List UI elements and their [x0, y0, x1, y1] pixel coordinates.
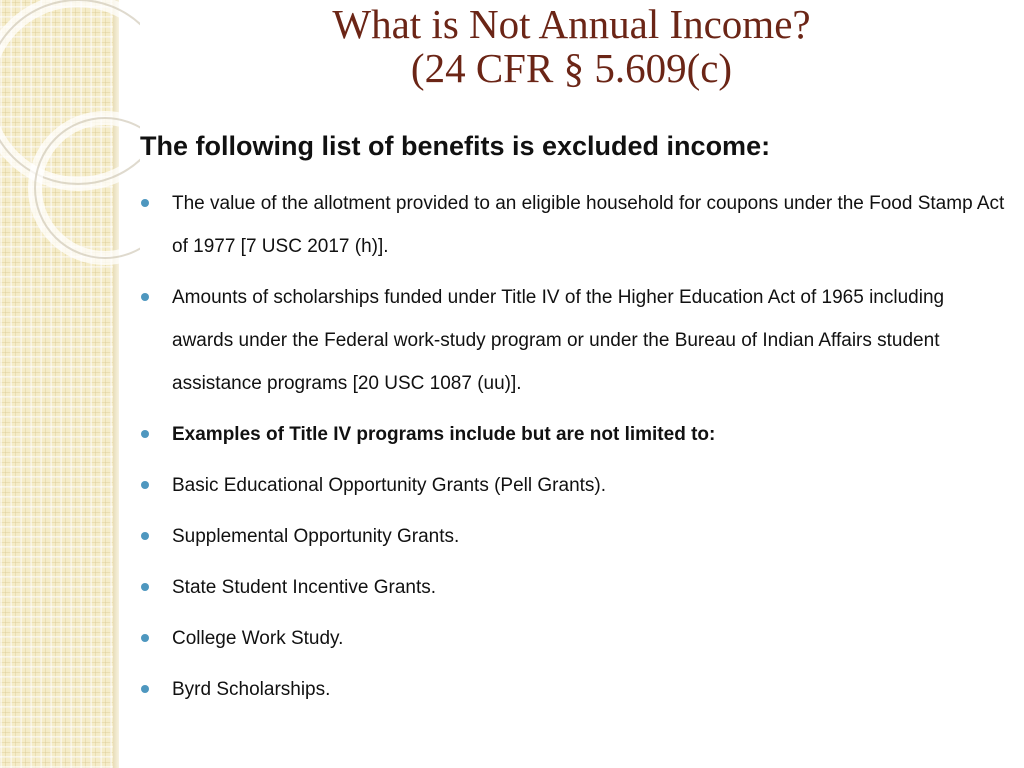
bullet-dot-icon — [141, 583, 149, 591]
list-item — [140, 515, 1010, 558]
section-heading: The following list of benefits is excluded income: — [140, 131, 771, 161]
list-item — [140, 617, 1010, 660]
bullet-dot-icon — [141, 293, 149, 301]
list-item — [140, 276, 1010, 405]
list-item — [140, 413, 1010, 456]
title-line-1: What is Not Annual Income? — [332, 1, 811, 47]
bullet-dot-icon — [141, 532, 149, 540]
list-item-text: State Student Incentive Grants. — [172, 577, 437, 598]
bullet-dot-icon — [141, 481, 149, 489]
bullet-dot-icon — [141, 685, 149, 693]
slide-title-text — [119, 0, 1024, 90]
list-item-text: Basic Educational Opportunity Grants (Pell Grants). — [172, 475, 607, 496]
title-line-2: (24 CFR § 5.609(c) — [410, 45, 733, 91]
bullet-list — [140, 182, 1010, 711]
list-item-text: College Work Study. — [172, 628, 344, 649]
bullet-dot-icon — [141, 634, 149, 642]
bullet-dot-icon — [141, 430, 149, 438]
slide-content — [140, 126, 1010, 719]
list-item-text: Examples of Title IV programs include but are not limited to: — [172, 424, 716, 445]
list-item-text: Supplemental Opportunity Grants. — [172, 526, 460, 547]
list-item — [140, 566, 1010, 609]
list-item — [140, 464, 1010, 507]
list-item — [140, 668, 1010, 711]
list-item — [140, 182, 1010, 268]
bullet-dot-icon — [141, 199, 149, 207]
list-item-text: Amounts of scholarships funded under Title IV of the Higher Education Act of 1965 including awards under the Federal work-study program or under the Bureau of Indian Affairs student assistance programs [20 USC 1087 (uu)]. — [172, 287, 945, 394]
list-item-text: The value of the allotment provided to an eligible household for coupons under the Food Stamp Act of 1977 [7 USC 2017 (h)]. — [172, 193, 1005, 257]
list-item-text: Byrd Scholarships. — [172, 679, 331, 700]
slide-title — [119, 0, 1024, 90]
